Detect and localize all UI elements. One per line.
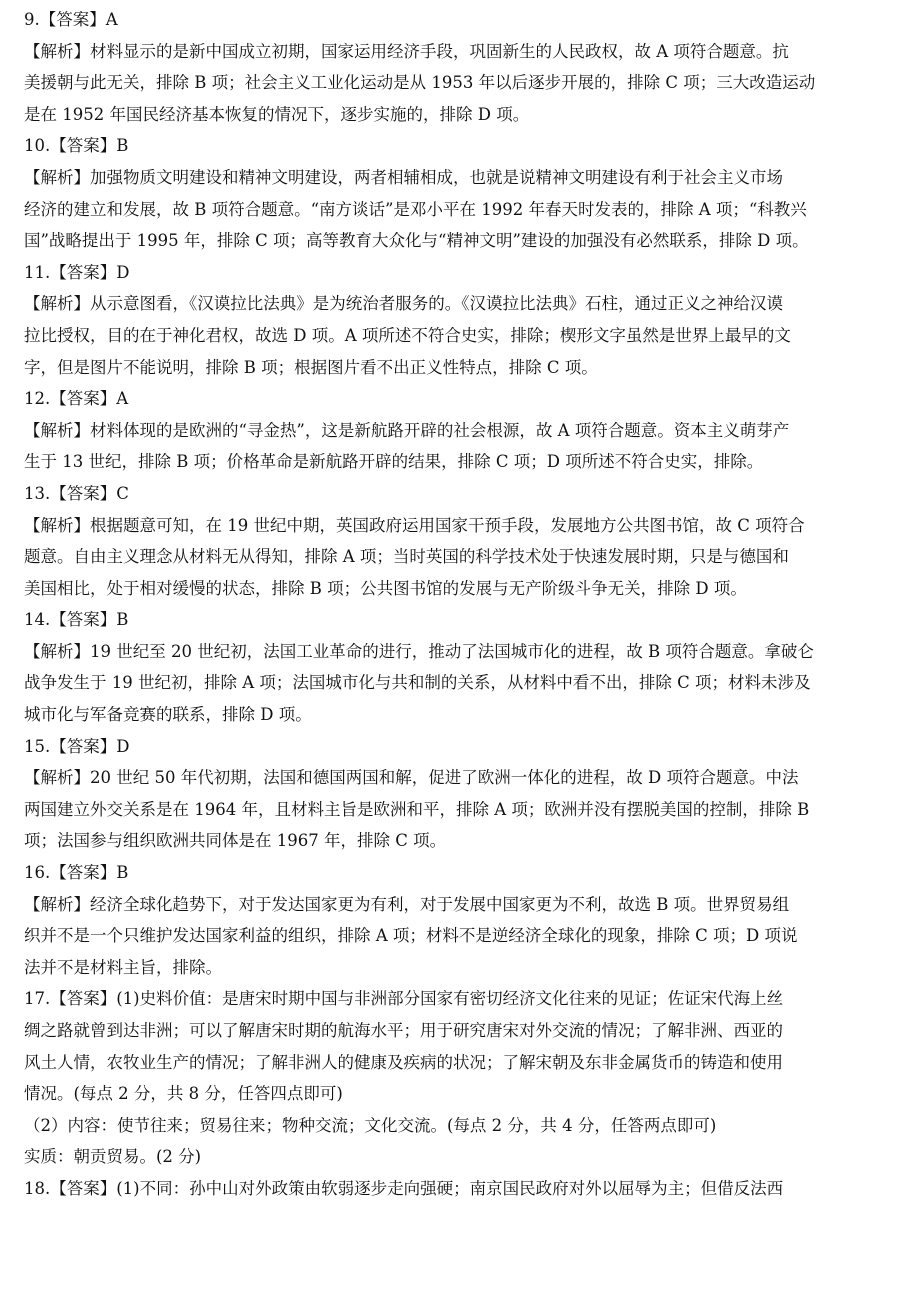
explanation-line: 字，但是图片不能说明，排除 B 项；根据图片看不出正义性特点，排除 C 项。 (24, 357, 598, 377)
explanation-line: 实质：朝贡贸易。(2 分) (24, 1147, 202, 1167)
explanation-line: 是在 1952 年国民经济基本恢复的情况下，逐步实施的，排除 D 项。 (24, 104, 530, 124)
explanation-line: 经济的建立和发展，故 B 项符合题意。“南方谈话”是邓小平在 1992 年春天时发表的，排除 A 项；“科教兴 (24, 199, 807, 219)
answer-item-11 (24, 257, 872, 383)
explanation-line: 城市化与军备竞赛的联系，排除 D 项。 (24, 705, 312, 725)
answer-item-16 (24, 857, 872, 983)
answer-item-18 (24, 1173, 872, 1205)
explanation-line: 项；法国参与组织欧洲共同体是在 1967 年，排除 C 项。 (24, 831, 447, 851)
explanation-line: 法并不是材料主旨，排除。 (24, 957, 222, 977)
explanation-line: 【解析】20 世纪 50 年代初期，法国和德国两国和解，促进了欧洲一体化的进程，故 D 项符合题意。中法 (24, 768, 799, 788)
explanation-line: 战争发生于 19 世纪初，排除 A 项；法国城市化与共和制的关系，从材料中看不出，排除 C 项；材料未涉及 (24, 673, 811, 693)
explanation-line: 【解析】加强物质文明建设和精神文明建设，两者相辅相成，也就是说精神文明建设有利于社会主义市场 (24, 167, 783, 187)
explanation-line: 【解析】从示意图看，《汉谟拉比法典》是为统治者服务的。《汉谟拉比法典》石柱，通过正义之神给汉谟 (24, 294, 783, 314)
explanation-line: 美援朝与此无关，排除 B 项；社会主义工业化运动是从 1953 年以后逐步开展的，排除 C 项；三大改造运动 (24, 73, 816, 93)
explanation-line: 国”战略提出于 1995 年，排除 C 项；高等教育大众化与“精神文明”建设的加强没有必然联系，排除 D 项。 (24, 231, 809, 251)
explanation-line: 两国建立外交关系是在 1964 年，且材料主旨是欧洲和平，排除 A 项；欧洲并没有摆脱美国的控制，排除 B (24, 799, 810, 819)
answer-heading: 14.【答案】B (24, 610, 129, 630)
explanation-line: 美国相比，处于相对缓慢的状态，排除 B 项；公共图书馆的发展与无产阶级斗争无关，排除 D 项。 (24, 578, 747, 598)
explanation-line: 风土人情，农牧业生产的情况；了解非洲人的健康及疾病的状况；了解宋朝及东非金属货币的铸造和使用 (24, 1052, 783, 1072)
answer-heading: 9.【答案】A (24, 10, 118, 29)
answer-item-12 (24, 383, 872, 478)
explanation-line: 【解析】19 世纪至 20 世纪初，法国工业革命的进行，推动了法国城市化的进程，故 B 项符合题意。拿破仑 (24, 641, 814, 661)
answer-heading: 10.【答案】B (24, 136, 129, 156)
answer-heading: 16.【答案】B (24, 863, 129, 883)
explanation-line: 题意。自由主义理念从材料无从得知，排除 A 项；当时英国的科学技术处于快速发展时期，只是与德国和 (24, 547, 789, 567)
explanation-line: 【解析】根据题意可知，在 19 世纪中期，英国政府运用国家干预手段，发展地方公共图书馆，故 C 项符合 (24, 515, 805, 535)
answer-item-17 (24, 983, 872, 1173)
answer-heading: 17.【答案】(1)史料价值：是唐宋时期中国与非洲部分国家有密切经济文化往来的见证；佐证宋代海上丝 (24, 989, 784, 1009)
explanation-line: 绸之路就曾到达非洲；可以了解唐宋时期的航海水平；用于研究唐宋对外交流的情况；了解非洲、西亚的 (24, 1021, 783, 1040)
explanation-line: 【解析】材料显示的是新中国成立初期，国家运用经济手段，巩固新生的人民政权，故 A 项符合题意。抗 (24, 41, 789, 61)
answer-item-10 (24, 130, 872, 256)
explanation-line: 织并不是一个只维护发达国家利益的组织，排除 A 项；材料不是逆经济全球化的现象，排除 C 项；D 项说 (24, 926, 798, 946)
answer-heading: 18.【答案】(1)不同：孙中山对外政策由软弱逐步走向强硬；南京国民政府对外以屈辱为主；但借反法西 (24, 1178, 784, 1198)
answer-heading: 15.【答案】D (24, 736, 130, 756)
answer-item-14 (24, 604, 872, 730)
answer-heading: 13.【答案】C (24, 483, 129, 503)
explanation-line: 拉比授权，目的在于神化君权，故选 D 项。A 项所述不符合史实，排除；楔形文字虽然是世界上最早的文 (24, 325, 791, 345)
answer-heading: 12.【答案】A (24, 389, 129, 409)
explanation-line: （2）内容：使节往来；贸易往来；物种交流；文化交流。(每点 2 分，共 4 分，任答两点即可) (24, 1115, 717, 1135)
explanation-line: 【解析】经济全球化趋势下，对于发达国家更为有利，对于发展中国家更为不利，故选 B 项。世界贸易组 (24, 894, 790, 914)
answer-item-15 (24, 731, 872, 857)
answer-item-9 (24, 4, 872, 130)
answer-item-13 (24, 478, 872, 604)
answer-document (24, 4, 872, 1205)
explanation-line: 【解析】材料体现的是欧洲的“寻金热”，这是新航路开辟的社会根源，故 A 项符合题意。资本主义萌芽产 (24, 420, 790, 440)
answer-heading: 11.【答案】D (24, 262, 130, 282)
explanation-line: 生于 13 世纪，排除 B 项；价格革命是新航路开辟的结果，排除 C 项；D 项所述不符合史实，排除。 (24, 452, 764, 472)
explanation-line: 情况。(每点 2 分，共 8 分，任答四点即可) (24, 1084, 343, 1104)
